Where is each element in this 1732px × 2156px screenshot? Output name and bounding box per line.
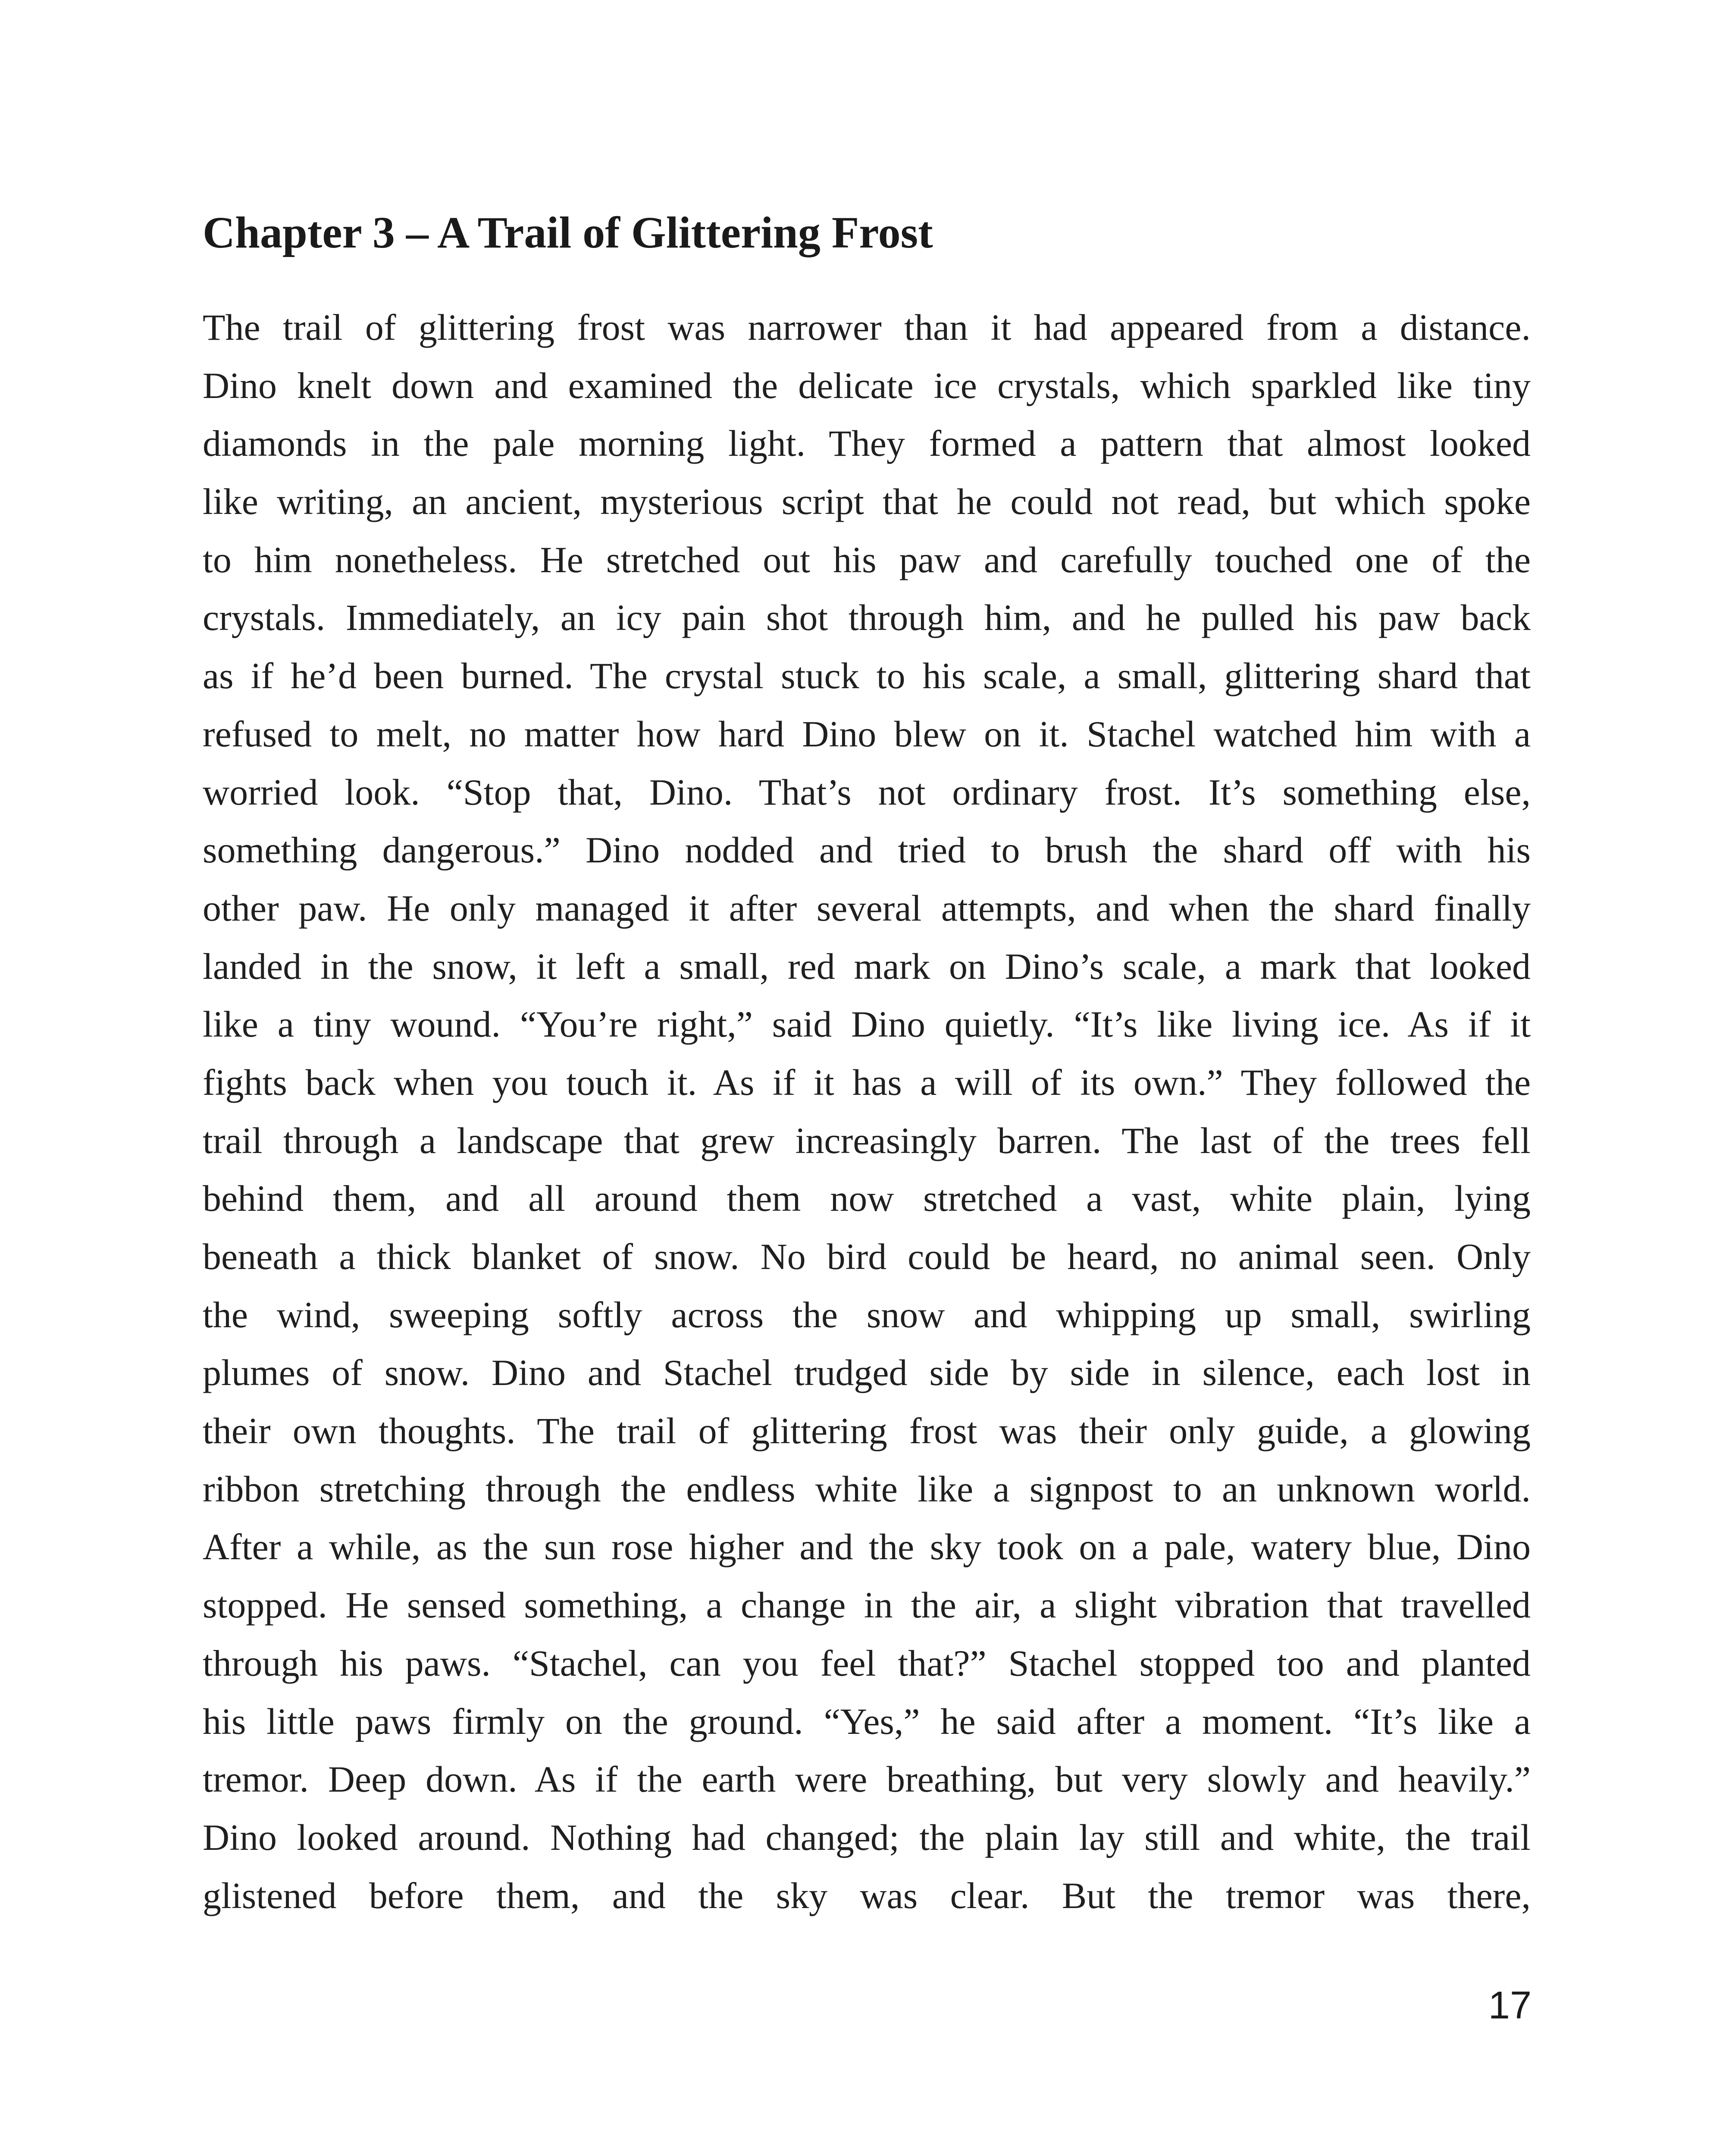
text-line: Dino knelt down and examined the delicate ice crystals, which sparkled like tiny: [203, 364, 1531, 406]
text-line: tremor. Deep down. As if the earth were breathing, but very slowly and heavily.”: [203, 1758, 1531, 1800]
text-line: landed in the snow, it left a small, red mark on Dino’s scale, a mark that looked: [203, 945, 1531, 987]
text-line: Dino looked around. Nothing had changed; the plain lay still and white, the trail: [203, 1816, 1531, 1858]
text-line: refused to melt, no matter how hard Dino blew on it. Stachel watched him with a: [203, 713, 1531, 755]
text-line: trail through a landscape that grew increasingly barren. The last of the trees fell: [203, 1119, 1531, 1161]
text-line: After a while, as the sun rose higher and the sky took on a pale, watery blue, Dino: [203, 1526, 1531, 1568]
text-line: the wind, sweeping softly across the snow and whipping up small, swirling: [203, 1294, 1531, 1335]
text-line: as if he’d been burned. The crystal stuck to his scale, a small, glittering shard that: [203, 655, 1531, 697]
text-line: fights back when you touch it. As if it has a will of its own.” They followed the: [203, 1061, 1531, 1103]
text-line: like a tiny wound. “You’re right,” said Dino quietly. “It’s like living ice. As if it: [203, 1003, 1531, 1045]
text-line: diamonds in the pale morning light. They formed a pattern that almost looked: [203, 423, 1531, 464]
page-number: 17: [1488, 1984, 1532, 2027]
text-line: beneath a thick blanket of snow. No bird could be heard, no animal seen. Only: [203, 1236, 1531, 1277]
text-line: crystals. Immediately, an icy pain shot through him, and he pulled his paw back: [203, 597, 1531, 639]
text-line: The trail of glittering frost was narrower than it had appeared from a distance.: [203, 307, 1531, 348]
text-line: behind them, and all around them now stretched a vast, white plain, lying: [203, 1178, 1531, 1219]
text-line: their own thoughts. The trail of glittering frost was their only guide, a glowing: [203, 1410, 1531, 1452]
body-paragraph: [203, 298, 1531, 1924]
text-line: something dangerous.” Dino nodded and tried to brush the shard off with his: [203, 829, 1531, 871]
text-line: plumes of snow. Dino and Stachel trudged side by side in silence, each lost in: [203, 1352, 1531, 1394]
text-line: through his paws. “Stachel, can you feel that?” Stachel stopped too and planted: [203, 1642, 1531, 1684]
text-line: stopped. He sensed something, a change in the air, a slight vibration that travelled: [203, 1584, 1531, 1626]
text-line: ribbon stretching through the endless white like a signpost to an unknown world.: [203, 1468, 1531, 1510]
text-line: to him nonetheless. He stretched out his paw and carefully touched one of the: [203, 539, 1531, 580]
text-line: worried look. “Stop that, Dino. That’s not ordinary frost. It’s something else,: [203, 771, 1531, 813]
text-line: like writing, an ancient, mysterious script that he could not read, but which spoke: [203, 481, 1531, 523]
text-line: glistened before them, and the sky was clear. But the tremor was there,: [203, 1874, 1531, 1916]
chapter-title: Chapter 3 – A Trail of Glittering Frost: [203, 208, 933, 257]
text-line: other paw. He only managed it after several attempts, and when the shard finally: [203, 887, 1531, 929]
text-line: his little paws firmly on the ground. “Yes,” he said after a moment. “It’s like a: [203, 1700, 1531, 1742]
